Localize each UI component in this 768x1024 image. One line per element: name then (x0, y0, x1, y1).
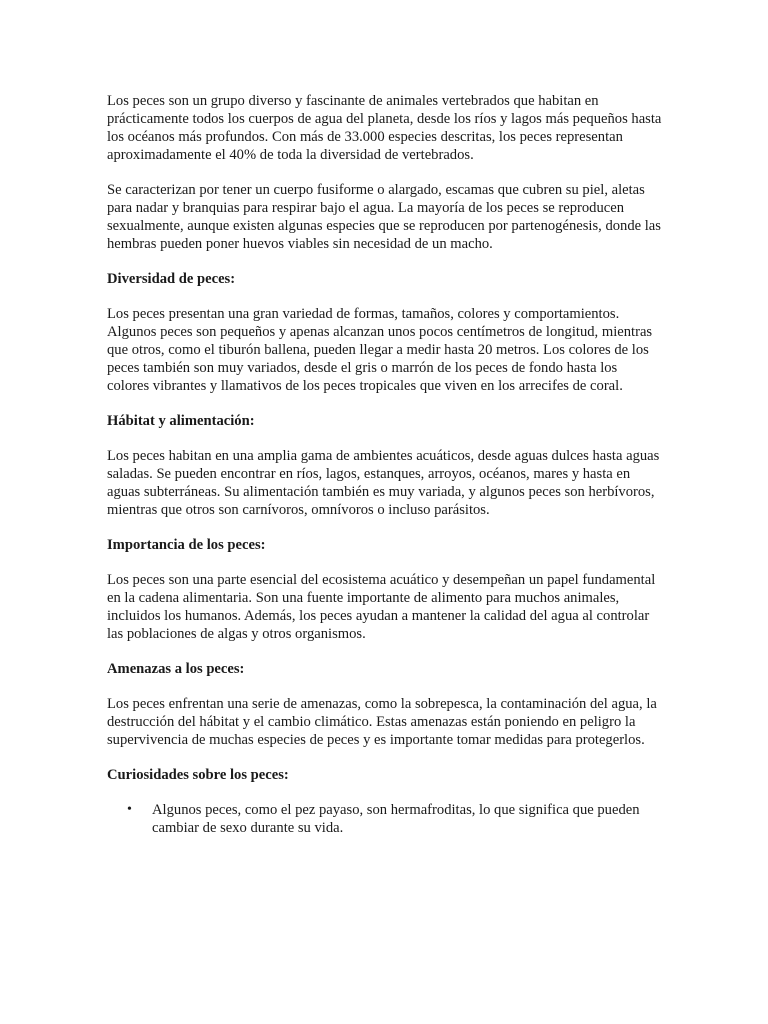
section-body-habitat: Los peces habitan en una amplia gama de ambientes acuáticos, desde aguas dulces hasta aguas saladas. Se pueden encontrar en ríos, lagos, estanques, arroyos, océanos, mares y hasta en aguas subterráneas. Su alimentación también es muy variada, y algunos peces son herbívoros, mientras que otros son carnívoros, omnívoros o incluso parásitos. (107, 448, 660, 518)
section-heading-diversidad: Diversidad de peces: (107, 271, 236, 287)
document-page (107, 92, 663, 837)
curiosities-list (107, 801, 663, 837)
intro-paragraph-1: Los peces son un grupo diverso y fascinante de animales vertebrados que habitan en prácticamente todos los cuerpos de agua del planeta, desde los ríos y lagos más pequeños hasta los océanos más profundos. Con más de 33.000 especies descritas, los peces representan aproximadamente el 40% de toda la diversidad de vertebrados. (107, 93, 662, 163)
list-item-text: Algunos peces, como el pez payaso, son hermafroditas, lo que significa que pueden cambiar de sexo durante su vida. (152, 802, 640, 836)
section-heading-habitat: Hábitat y alimentación: (107, 413, 255, 429)
section-body-amenazas: Los peces enfrentan una serie de amenazas, como la sobrepesca, la contaminación del agua, la destrucción del hábitat y el cambio climático. Estas amenazas están poniendo en peligro la supervivencia de muchas especies de peces y es importante tomar medidas para protegerlos. (107, 696, 657, 748)
bullet-icon: • (127, 802, 132, 817)
section-body-importancia: Los peces son una parte esencial del ecosistema acuático y desempeñan un papel fundamental en la cadena alimentaria. Son una fuente importante de alimento para muchos animales, incluidos los humanos. Además, los peces ayudan a mantener la calidad del agua al controlar las poblaciones de algas y otros organismos. (107, 572, 656, 642)
section-heading-importancia: Importancia de los peces: (107, 537, 266, 553)
section-body-diversidad: Los peces presentan una gran variedad de formas, tamaños, colores y comportamientos. Algunos peces son pequeños y apenas alcanzan unos pocos centímetros de longitud, mientras que otros, como el tiburón ballena, pueden llegar a medir hasta 20 metros. Los colores de los peces también son muy variados, desde el gris o marrón de los peces de fondo hasta los colores vibrantes y llamativos de los peces tropicales que viven en los arrecifes de coral. (107, 306, 653, 394)
list-item (107, 801, 663, 837)
section-heading-amenazas: Amenazas a los peces: (107, 661, 245, 677)
section-heading-curiosidades: Curiosidades sobre los peces: (107, 767, 289, 783)
intro-paragraph-2: Se caracterizan por tener un cuerpo fusiforme o alargado, escamas que cubren su piel, aletas para nadar y branquias para respirar bajo el agua. La mayoría de los peces se reproducen sexualmente, aunque existen algunas especies que se reproducen por partenogénesis, donde las hembras pueden poner huevos viables sin necesidad de un macho. (107, 182, 661, 252)
